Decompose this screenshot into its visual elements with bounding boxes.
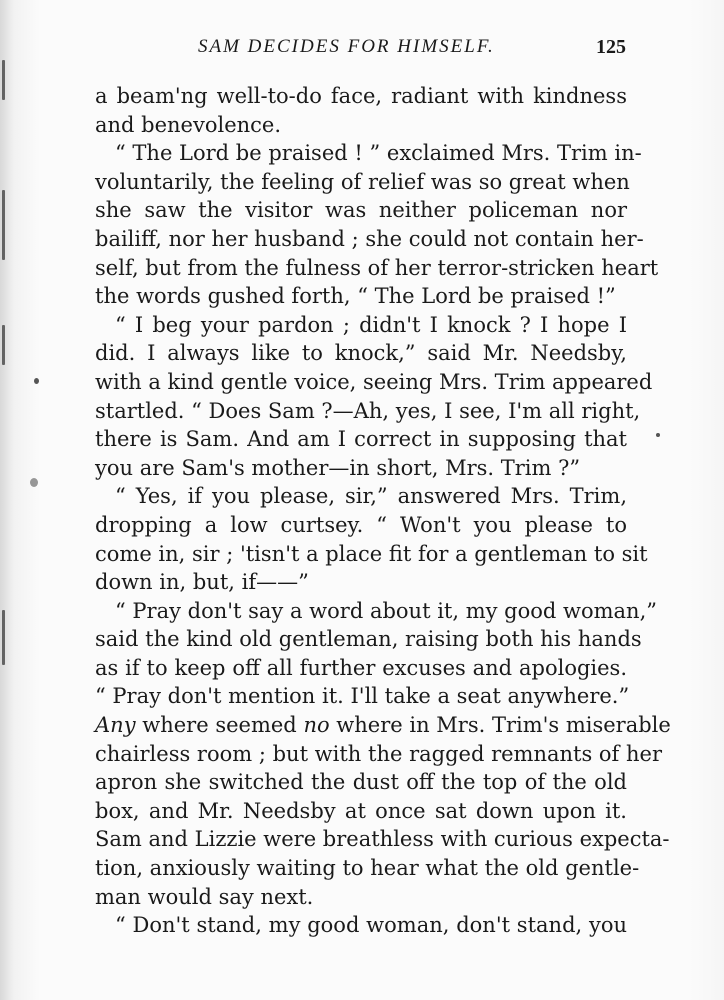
text-line: she saw the visitor was neither policeman nor [95,198,627,223]
page-edge-mark [2,190,5,260]
italic-word: Any [95,713,136,738]
text-line: did. I always like to knock,” said Mr. Needsby, [95,341,627,366]
text-line: apron she switched the dust off the top of the old [95,770,627,795]
text-line: startled. “ Does Sam ?—Ah, yes, I see, I'm all right, [95,398,641,423]
page-header [96,36,626,60]
text-line: dropping a low curtsey. “ Won't you please to [95,512,627,537]
text-line: man would say next. [95,884,314,909]
text-line: and benevolence. [95,112,282,137]
page-edge-mark [2,325,5,365]
ink-speck [30,478,38,487]
text-line: tion, anxiously waiting to hear what the old gentle- [95,856,640,881]
page-edge-mark [2,610,5,665]
text-fragment: where seemed [142,713,297,738]
ink-speck [656,433,660,437]
text-line: there is Sam. And am I correct in supposing that [95,427,627,452]
page-edge-mark [2,60,5,100]
text-line: “ Pray don't say a word about it, my good woman,” [115,598,657,623]
text-line: down in, but, if——” [95,570,309,595]
text-line: chairless room ; but with the ragged remnants of her [95,741,662,766]
text-line: said the kind old gentleman, raising both his hands [95,627,642,652]
body-text [95,82,671,940]
text-line: voluntarily, the feeling of relief was so great when [95,169,630,194]
text-line: “ Don't stand, my good woman, don't stand, you [115,913,627,938]
text-line: as if to keep off all further excuses and apologies. [95,655,627,680]
text-line: come in, sir ; 'tisn't a place fit for a gentleman to sit [95,541,648,566]
text-line: self, but from the fulness of her terror-stricken heart [95,255,659,280]
text-line: Sam and Lizzie were breathless with curious expecta- [95,827,670,852]
text-line: “ I beg your pardon ; didn't I knock ? I hope I [115,312,627,337]
text-line: a beam'ng well-to-do face, radiant with kindness [95,84,627,108]
text-line: box, and Mr. Needsby at once sat down upon it. [95,798,627,823]
running-title: SAM DECIDES FOR HIMSELF. [198,36,495,57]
text-line: “ The Lord be praised ! ” exclaimed Mrs. Trim in- [115,141,642,166]
text-line: “ Pray don't mention it. I'll take a seat anywhere.” [95,684,630,709]
text-line: the words gushed forth, “ The Lord be praised !” [95,284,616,309]
text-line: you are Sam's mother—in short, Mrs. Trim ?” [95,455,581,480]
italic-word: no [303,713,330,738]
text-line: “ Yes, if you please, sir,” answered Mrs. Trim, [115,484,627,509]
page-number: 125 [596,36,626,58]
text-fragment: where in Mrs. Trim's miserable [336,713,671,738]
text-line-with-italics [95,711,671,740]
text-line: bailiff, nor her husband ; she could not contain her- [95,226,644,251]
text-line: with a kind gentle voice, seeing Mrs. Trim appeared [95,369,653,394]
ink-speck [34,378,39,384]
